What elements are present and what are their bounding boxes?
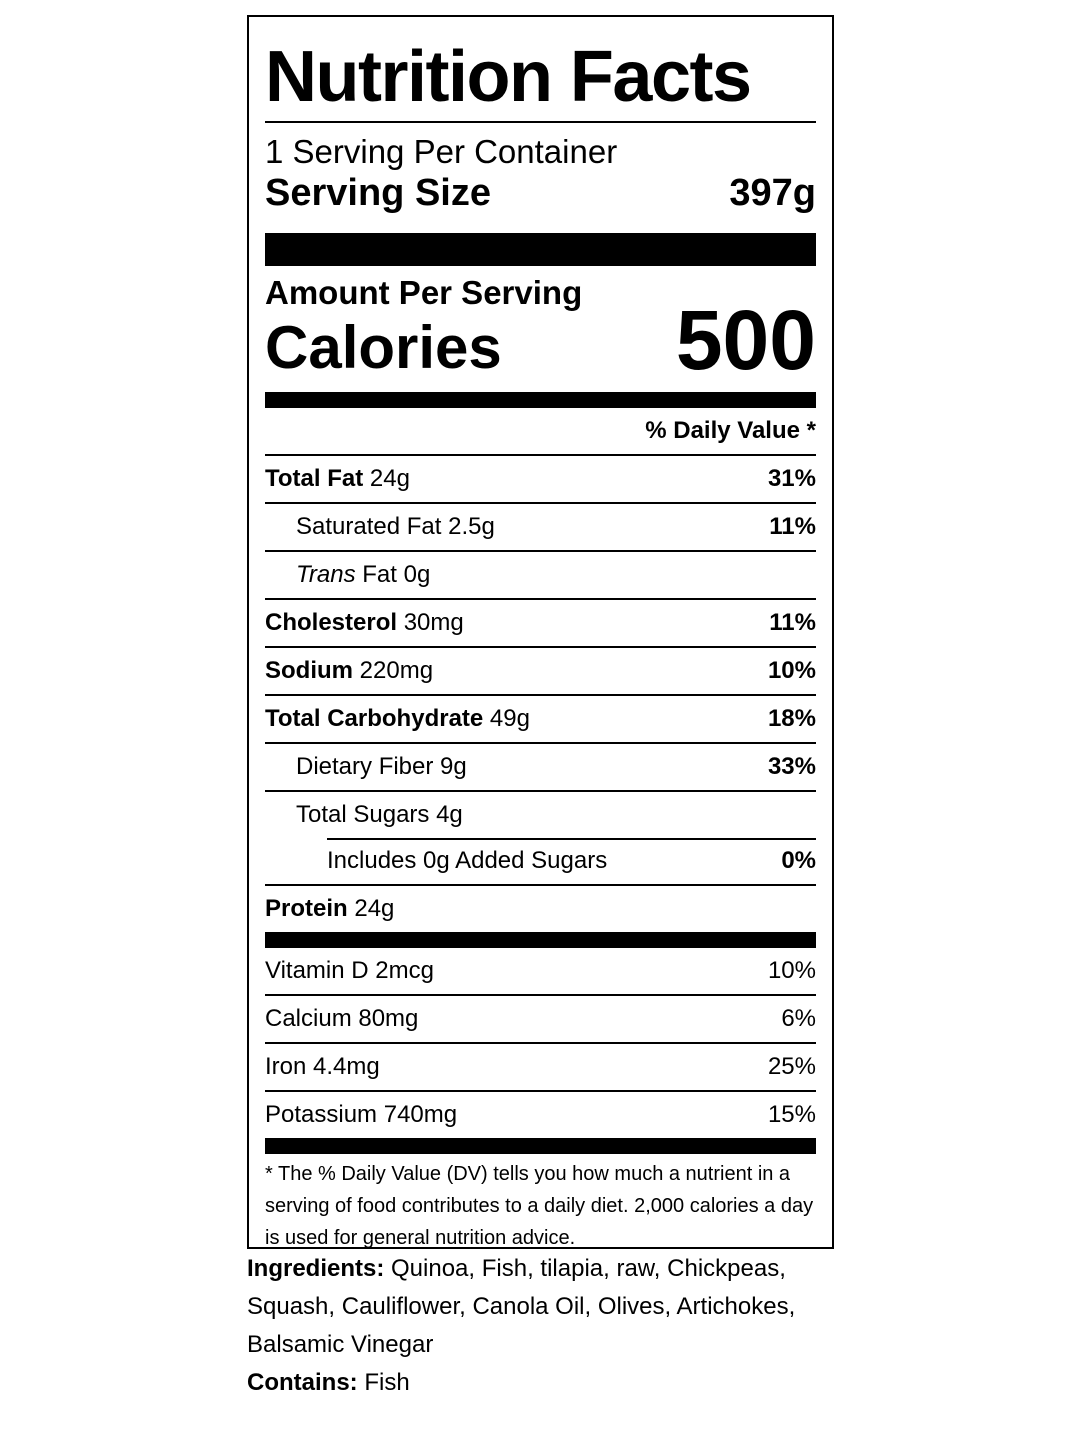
nutrient-row-saturated-fat — [265, 502, 816, 550]
nutrient-row-protein — [265, 884, 816, 932]
vitamin-dv: 6% — [781, 1005, 816, 1032]
vitamin-dv: 25% — [767, 1053, 816, 1080]
thick-divider — [265, 233, 816, 266]
vitamin-dv: 10% — [767, 957, 816, 984]
nutrient-dv: 18% — [767, 705, 816, 732]
vitamin-amount: 2mcg — [375, 957, 434, 984]
nutrient-name: Cholesterol — [265, 609, 398, 636]
nutrient-row-total-sugars — [265, 790, 816, 838]
nutrient-row-sodium — [265, 646, 816, 694]
nutrient-name: Saturated Fat — [296, 513, 442, 540]
nutrient-row-dietary-fiber — [265, 742, 816, 790]
nutrient-amount: 24g — [369, 465, 410, 492]
vitamin-name: Vitamin D — [265, 957, 369, 984]
calories-value: 500 — [675, 293, 816, 387]
nutrient-amount: 220mg — [359, 657, 434, 684]
medium-divider — [265, 1138, 816, 1154]
nutrient-row-trans-fat — [265, 550, 816, 598]
nutrient-name-suffix: Fat — [362, 561, 397, 588]
vitamin-name: Potassium — [265, 1101, 378, 1128]
vitamin-amount: 4.4mg — [313, 1053, 380, 1080]
vitamin-name: Calcium — [265, 1005, 352, 1032]
vitamin-row-iron — [265, 1042, 816, 1090]
nutrient-amount: 0g — [403, 561, 431, 588]
vitamin-row-vitamin-d — [265, 948, 816, 994]
nutrient-name: Dietary Fiber — [296, 753, 434, 780]
vitamin-row-potassium — [265, 1090, 816, 1138]
calories-label: Calories — [265, 314, 502, 381]
serving-size-label: Serving Size — [265, 172, 491, 214]
nutrient-name: Protein — [265, 895, 348, 922]
nutrient-dv: 11% — [769, 609, 816, 636]
ingredients-text: Quinoa, Fish, tilapia, raw, Chickpeas, Squash, Cauliflower, Canola Oil, Olives, Artichokes, Balsamic Vinegar — [247, 1255, 796, 1358]
nutrient-amount: 4g — [436, 801, 463, 828]
ingredients-line — [247, 1250, 847, 1364]
nutrient-dv: 10% — [767, 657, 816, 684]
servings-per-container: 1 Serving Per Container — [265, 133, 618, 170]
daily-value-footnote: * The % Daily Value (DV) tells you how much a nutrient in a serving of food contributes to a daily diet. 2,000 calories a day is used for general nutrition advice. — [265, 1163, 814, 1249]
serving-size-row — [265, 171, 816, 215]
nutrient-dv: 0% — [781, 847, 816, 874]
nutrient-amount: 2.5g — [448, 513, 495, 540]
nutrient-amount: 49g — [489, 705, 530, 732]
vitamin-dv: 15% — [767, 1101, 816, 1128]
nutrient-amount: 30mg — [403, 609, 464, 636]
vitamins-section — [265, 948, 816, 1138]
medium-divider — [265, 932, 816, 948]
medium-divider — [265, 392, 816, 408]
nutrient-row-cholesterol — [265, 598, 816, 646]
contains-text: Fish — [364, 1369, 410, 1396]
nutrient-row-total-fat — [265, 454, 816, 502]
label-title: Nutrition Facts — [265, 37, 751, 117]
nutrient-name: Total Fat — [265, 465, 364, 492]
ingredients-section — [247, 1250, 847, 1402]
nutrient-dv: 11% — [769, 513, 816, 540]
vitamin-row-calcium — [265, 994, 816, 1042]
nutrient-dv: 31% — [767, 465, 816, 492]
nutrient-name: Total Carbohydrate — [265, 705, 484, 732]
daily-value-header: % Daily Value * — [645, 417, 816, 444]
serving-size-value: 397g — [729, 172, 816, 214]
vitamin-amount: 80mg — [358, 1005, 419, 1032]
nutrient-amount: 9g — [440, 753, 467, 780]
calories-row — [265, 293, 816, 387]
nutrition-facts-label — [247, 15, 834, 1249]
vitamin-name: Iron — [265, 1053, 307, 1080]
vitamin-amount: 740mg — [383, 1101, 458, 1128]
divider — [265, 121, 816, 123]
nutrient-amount: 24g — [354, 895, 395, 922]
contains-label: Contains: — [247, 1369, 358, 1396]
nutrient-row-total-carbohydrate — [265, 694, 816, 742]
nutrient-dv: 33% — [767, 753, 816, 780]
contains-line — [247, 1364, 847, 1402]
nutrient-name: Trans — [296, 561, 356, 588]
amount-per-serving: Amount Per Serving — [265, 274, 583, 311]
nutrient-name: Sodium — [265, 657, 353, 684]
nutrient-name: Total Sugars — [296, 801, 430, 828]
ingredients-label: Ingredients: — [247, 1255, 385, 1282]
nutrient-row-added-sugars — [265, 838, 816, 884]
nutrient-name: Includes 0g Added Sugars — [327, 847, 608, 874]
